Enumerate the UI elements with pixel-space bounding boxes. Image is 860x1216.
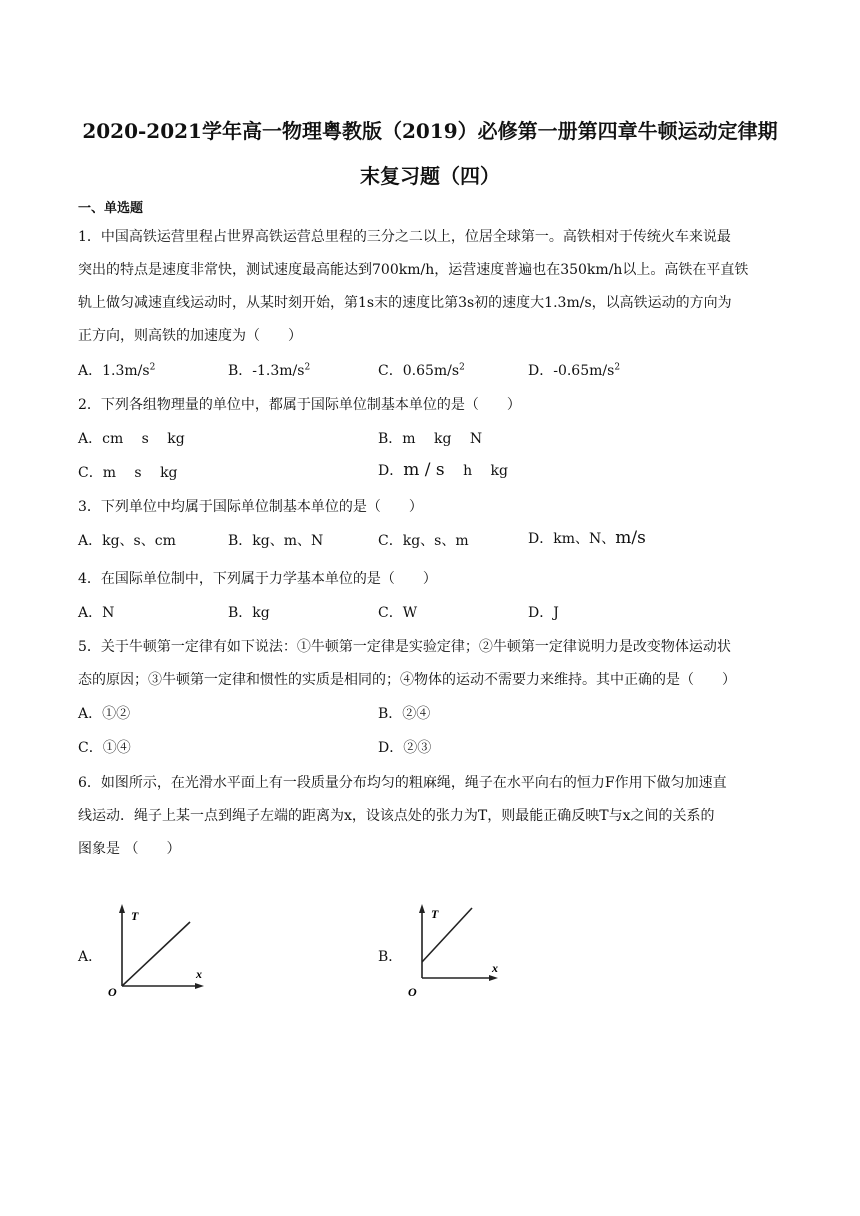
option-d[interactable]: D．m / s h kg	[378, 460, 508, 480]
question-text-line: 图象是 （ ）	[78, 841, 181, 857]
option-a[interactable]: A．$1.3m/s^2$	[78, 362, 156, 379]
y-axis-arrow	[119, 904, 125, 913]
section-heading: 一、单选题	[78, 201, 144, 216]
question-stem: 2．下列各组物理量的单位中，都属于国际单位制基本单位的是（ ）	[78, 397, 521, 413]
y-axis-arrow	[419, 904, 425, 913]
option-b[interactable]: B．$-1.3m/s^2$	[228, 362, 311, 379]
option-c[interactable]: C．kg、s、m	[378, 533, 469, 549]
x-axis-label: x	[492, 961, 498, 975]
question-text-line: 正方向，则高铁的加速度为（ ）	[78, 328, 302, 344]
option-b[interactable]: B．kg、m、N	[228, 533, 324, 549]
graph-option-b	[404, 898, 516, 1002]
document-title-line2: 末复习题（四）	[360, 164, 500, 188]
question-text-line: 1．中国高铁运营里程占世界高铁运营总里程的三分之二以上，位居全球第一。高铁相对于传统火车来说最	[78, 229, 731, 245]
y-axis-label: T	[431, 907, 439, 921]
option-a[interactable]: A．	[78, 949, 103, 965]
x-axis-arrow	[195, 983, 204, 989]
y-axis-label: T	[131, 909, 139, 923]
option-c[interactable]: C．m s kg	[78, 465, 178, 481]
question-text-line: 轨上做匀减速直线运动时，从某时刻开始，第1s末的速度比第3s初的速度大1.3m/s，以高铁运动的方向为	[78, 295, 732, 311]
option-d[interactable]: D．J	[528, 605, 559, 621]
option-c[interactable]: C．$0.65m/s^2$	[378, 362, 465, 379]
graph-option-a	[104, 898, 216, 1002]
option-a[interactable]: A．①②	[78, 706, 131, 722]
option-a[interactable]: A．cm s kg	[78, 431, 185, 447]
question-stem: 4．在国际单位制中，下列属于力学基本单位的是（ ）	[78, 571, 437, 587]
option-a[interactable]: A．kg、s、cm	[78, 533, 176, 549]
x-axis-label: x	[196, 967, 202, 981]
x-axis-arrow	[489, 975, 498, 981]
option-b[interactable]: B．	[378, 949, 403, 965]
question-text-line: 突出的特点是速度非常快，测试速度最高能达到700km/h，运营速度普遍也在350km/h以上。高铁在平直铁	[78, 262, 749, 278]
question-text-line: 线运动．绳子上某一点到绳子左端的距离为x，设该点处的张力为T，则最能正确反映T与x之间的关系的	[78, 808, 715, 824]
question-text-line: 6．如图所示，在光滑水平面上有一段质量分布均匀的粗麻绳，绳子在水平向右的恒力F作用下做匀加速直	[78, 775, 727, 791]
option-d[interactable]: D．km、N、m/s	[528, 528, 646, 548]
question-text-line: 5．关于牛顿第一定律有如下说法：①牛顿第一定律是实验定律；②牛顿第一定律说明力是改变物体运动状	[78, 639, 731, 655]
option-d[interactable]: D．$-0.65m/s^2$	[528, 362, 621, 379]
option-a[interactable]: A．N	[78, 605, 115, 621]
option-c[interactable]: C．W	[378, 605, 418, 621]
graph-line	[122, 922, 190, 986]
graph-line	[422, 908, 472, 962]
question-text-line: 态的原因；③牛顿第一定律和惯性的实质是相同的；④物体的运动不需要力来维持。其中正确的是（ ）	[78, 672, 736, 688]
option-b[interactable]: B．②④	[378, 706, 431, 722]
option-b[interactable]: B．kg	[228, 605, 270, 621]
origin-label: O	[108, 985, 117, 999]
option-d[interactable]: D．②③	[378, 740, 432, 756]
option-c[interactable]: C．①④	[78, 740, 131, 756]
option-b[interactable]: B．m kg N	[378, 431, 483, 447]
origin-label: O	[408, 985, 417, 999]
document-title-line1: 2020-2021学年高一物理粤教版（2019）必修第一册第四章牛顿运动定律期	[82, 119, 778, 143]
question-stem: 3．下列单位中均属于国际单位制基本单位的是（ ）	[78, 499, 423, 515]
